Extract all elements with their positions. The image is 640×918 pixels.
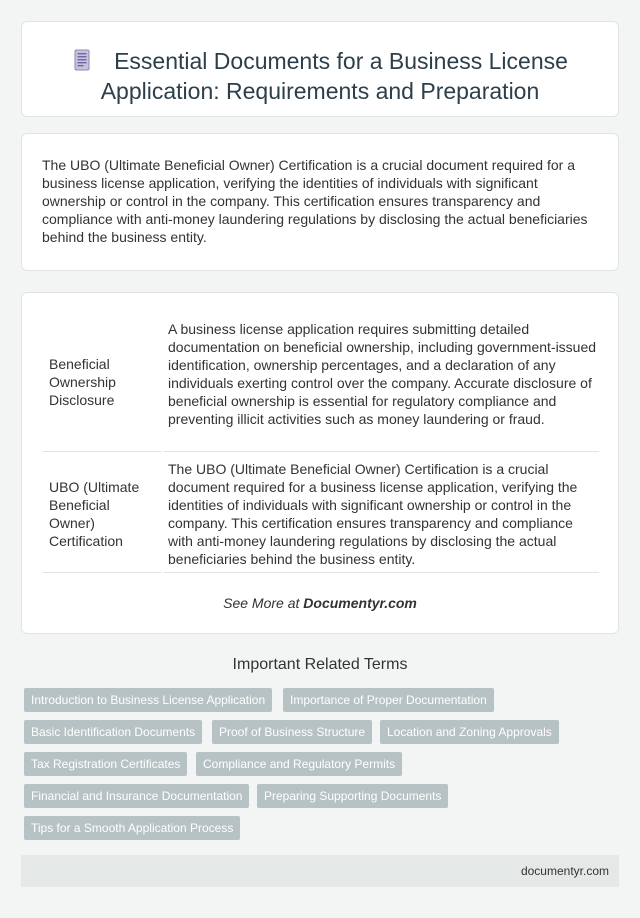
document-stack-icon: [72, 49, 92, 71]
row-divider: [43, 572, 161, 573]
related-tag[interactable]: Financial and Insurance Documentation: [24, 784, 249, 808]
related-tag[interactable]: Location and Zoning Approvals: [380, 720, 559, 744]
table-row: [43, 315, 599, 449]
related-tag[interactable]: Importance of Proper Documentation: [283, 688, 494, 712]
related-tag[interactable]: Tips for a Smooth Application Process: [24, 816, 240, 840]
see-more-link[interactable]: [22, 595, 618, 611]
title-card: [21, 21, 619, 117]
related-terms-heading: Important Related Terms: [232, 656, 408, 673]
related-tag[interactable]: Tax Registration Certificates: [24, 752, 187, 776]
intro-card: [21, 133, 619, 271]
info-table-card: [21, 292, 619, 634]
related-tag[interactable]: Introduction to Business License Application: [24, 688, 272, 712]
footer-site-link[interactable]: documentyr.com: [520, 864, 609, 878]
row-divider: [164, 451, 599, 452]
table-row: [43, 453, 599, 571]
row-divider: [164, 572, 599, 573]
see-more-prefix: See More at: [223, 595, 304, 611]
row-label: Beneficial Ownership Disclosure: [49, 356, 116, 408]
row-description: A business license application requires submitting detailed documentation on beneficial ownership, including government-issued identification, ownership percentages, and a declaration of any individuals exerting control over the company. Accurate disclosure of beneficial ownership is essential for regulatory compliance and preventing illicit activities such as money laundering or fraud.: [168, 321, 597, 427]
row-description: The UBO (Ultimate Beneficial Owner) Certification is a crucial document required for a business license application, verifying the identities of individuals with significant ownership or control in the company. This certification ensures transparency and compliance with anti-money laundering regulations by disclosing the actual beneficiaries behind the business entity.: [168, 461, 578, 567]
see-more-site: Documentyr.com: [303, 595, 417, 611]
related-tag[interactable]: Basic Identification Documents: [24, 720, 202, 744]
page-title: [22, 46, 618, 106]
title-line-2: Application: Requirements and Preparation: [100, 78, 540, 104]
title-line-1: Essential Documents for a Business License: [114, 48, 568, 74]
row-label: UBO (Ultimate Beneficial Owner) Certification: [49, 479, 140, 549]
intro-paragraph: The UBO (Ultimate Beneficial Owner) Certification is a crucial document required for a business license application, verifying the identities of individuals with significant ownership or control in the company. This certification ensures transparency and compliance with anti-money laundering regulations by disclosing the actual beneficiaries behind the business entity.: [42, 157, 588, 245]
related-tag[interactable]: Proof of Business Structure: [212, 720, 372, 744]
footer-bar: [21, 855, 619, 887]
row-divider: [43, 451, 161, 452]
related-tag[interactable]: Compliance and Regulatory Permits: [196, 752, 402, 776]
related-tag[interactable]: Preparing Supporting Documents: [257, 784, 448, 808]
